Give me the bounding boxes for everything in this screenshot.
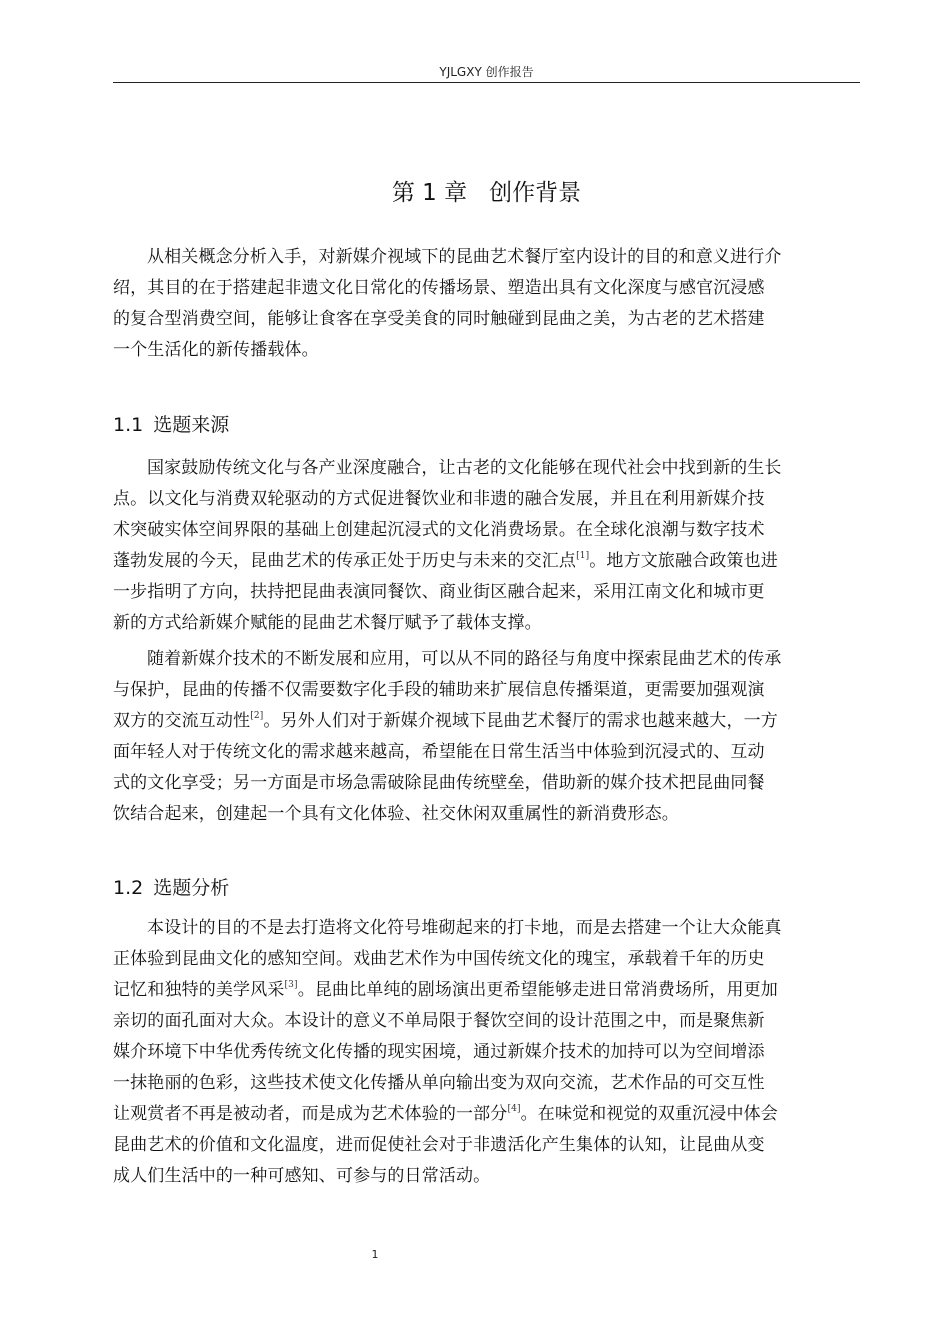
section-number: 1.2 bbox=[113, 877, 144, 899]
section-name: 选题分析 bbox=[153, 877, 230, 899]
text-line bbox=[113, 546, 860, 577]
text-line: 从相关概念分析入手，对新媒介视域下的昆曲艺术餐厅室内设计的目的和意义进行介 bbox=[147, 247, 782, 267]
text-line: 媒介环境下中华优秀传统文化传播的现实困境，通过新媒介技术的加持可以为空间增添 bbox=[113, 1042, 765, 1062]
text-segment: 蓬勃发展的今天，昆曲艺术的传承正处于历史与未来的交汇点 bbox=[113, 551, 577, 571]
text-segment: 。另外人们对于新媒介视域下昆曲艺术餐厅的需求也越来越大，一方 bbox=[263, 711, 778, 731]
text-line: 亲切的面孔面对大众。本设计的意义不单局限于餐饮空间的设计范围之中，而是聚焦新 bbox=[113, 1011, 765, 1031]
chapter-number: 第 1 章 bbox=[391, 180, 468, 206]
page-header bbox=[113, 62, 860, 83]
text-line: 的复合型消费空间，能够让食客在享受美食的同时触碰到昆曲之美，为古老的艺术搭建 bbox=[113, 309, 765, 329]
text-line: 成人们生活中的一种可感知、可参与的日常活动。 bbox=[113, 1166, 491, 1186]
citation-1: [1] bbox=[576, 551, 590, 561]
text-segment: 。昆曲比单纯的剧场演出更希望能够走进日常消费场所，用更加 bbox=[297, 980, 778, 1000]
text-line: 面年轻人对于传统文化的需求越来越高，希望能在日常生活当中体验到沉浸式的、互动 bbox=[113, 742, 765, 762]
text-segment: 让观赏者不再是被动者，而是成为艺术体验的一部分 bbox=[113, 1104, 508, 1124]
text-line: 昆曲艺术的价值和文化温度，进而促使社会对于非遗活化产生集体的认知，让昆曲从变 bbox=[113, 1135, 765, 1155]
text-line: 正体验到昆曲文化的感知空间。戏曲艺术作为中国传统文化的瑰宝，承载着千年的历史 bbox=[113, 949, 765, 969]
text-line: 国家鼓励传统文化与各产业深度融合，让古老的文化能够在现代社会中找到新的生长 bbox=[147, 458, 782, 478]
text-line: 一步指明了方向，扶持把昆曲表演同餐饮、商业街区融合起来，采用江南文化和城市更 bbox=[113, 582, 765, 602]
text-line: 饮结合起来，创建起一个具有文化体验、社交休闲双重属性的新消费形态。 bbox=[113, 804, 679, 824]
chapter-title bbox=[113, 176, 860, 210]
text-line: 随着新媒介技术的不断发展和应用，可以从不同的路径与角度中探索昆曲艺术的传承 bbox=[147, 649, 782, 669]
section-number: 1.1 bbox=[113, 414, 144, 436]
section-1-1-paragraph-2 bbox=[113, 644, 860, 830]
text-line bbox=[113, 706, 860, 737]
text-line bbox=[113, 1099, 860, 1130]
citation-2: [2] bbox=[250, 711, 264, 721]
text-line: 新的方式给新媒介赋能的昆曲艺术餐厅赋予了载体支撑。 bbox=[113, 613, 542, 633]
header-text: YJLGXY 创作报告 bbox=[439, 65, 534, 79]
citation-4: [4] bbox=[507, 1104, 521, 1114]
section-1-2-paragraph-1 bbox=[113, 913, 860, 1192]
text-line: 本设计的目的不是去打造将文化符号堆砌起来的打卡地，而是去搭建一个让大众能真 bbox=[147, 918, 782, 938]
text-line: 一抹艳丽的色彩，这些技术使文化传播从单向输出变为双向交流，艺术作品的可交互性 bbox=[113, 1073, 765, 1093]
intro-paragraph bbox=[113, 242, 860, 366]
text-line: 绍，其目的在于搭建起非遗文化日常化的传播场景、塑造出具有文化深度与感官沉浸感 bbox=[113, 278, 765, 298]
section-1-1-paragraph-1 bbox=[113, 453, 860, 639]
section-name: 选题来源 bbox=[153, 414, 230, 436]
chapter-name: 创作背景 bbox=[489, 180, 582, 206]
page-number: 1 bbox=[371, 1248, 379, 1261]
text-line: 术突破实体空间界限的基础上创建起沉浸式的文化消费场景。在全球化浪潮与数字技术 bbox=[113, 520, 765, 540]
text-line: 一个生活化的新传播载体。 bbox=[113, 340, 319, 360]
section-title-1-2 bbox=[113, 874, 860, 902]
text-line: 点。以文化与消费双轮驱动的方式促进餐饮业和非遗的融合发展，并且在利用新媒介技 bbox=[113, 489, 765, 509]
citation-3: [3] bbox=[284, 980, 298, 990]
section-title-1-1 bbox=[113, 411, 860, 439]
text-segment: 。地方文旅融合政策也进 bbox=[589, 551, 778, 571]
text-line: 与保护，昆曲的传播不仅需要数字化手段的辅助来扩展信息传播渠道，更需要加强观演 bbox=[113, 680, 765, 700]
text-segment: 。在味觉和视觉的双重沉浸中体会 bbox=[520, 1104, 778, 1124]
text-segment: 双方的交流互动性 bbox=[113, 711, 251, 731]
text-segment: 记忆和独特的美学风采 bbox=[113, 980, 285, 1000]
text-line: 式的文化享受；另一方面是市场急需破除昆曲传统壁垒，借助新的媒介技术把昆曲同餐 bbox=[113, 773, 765, 793]
text-line bbox=[113, 975, 860, 1006]
